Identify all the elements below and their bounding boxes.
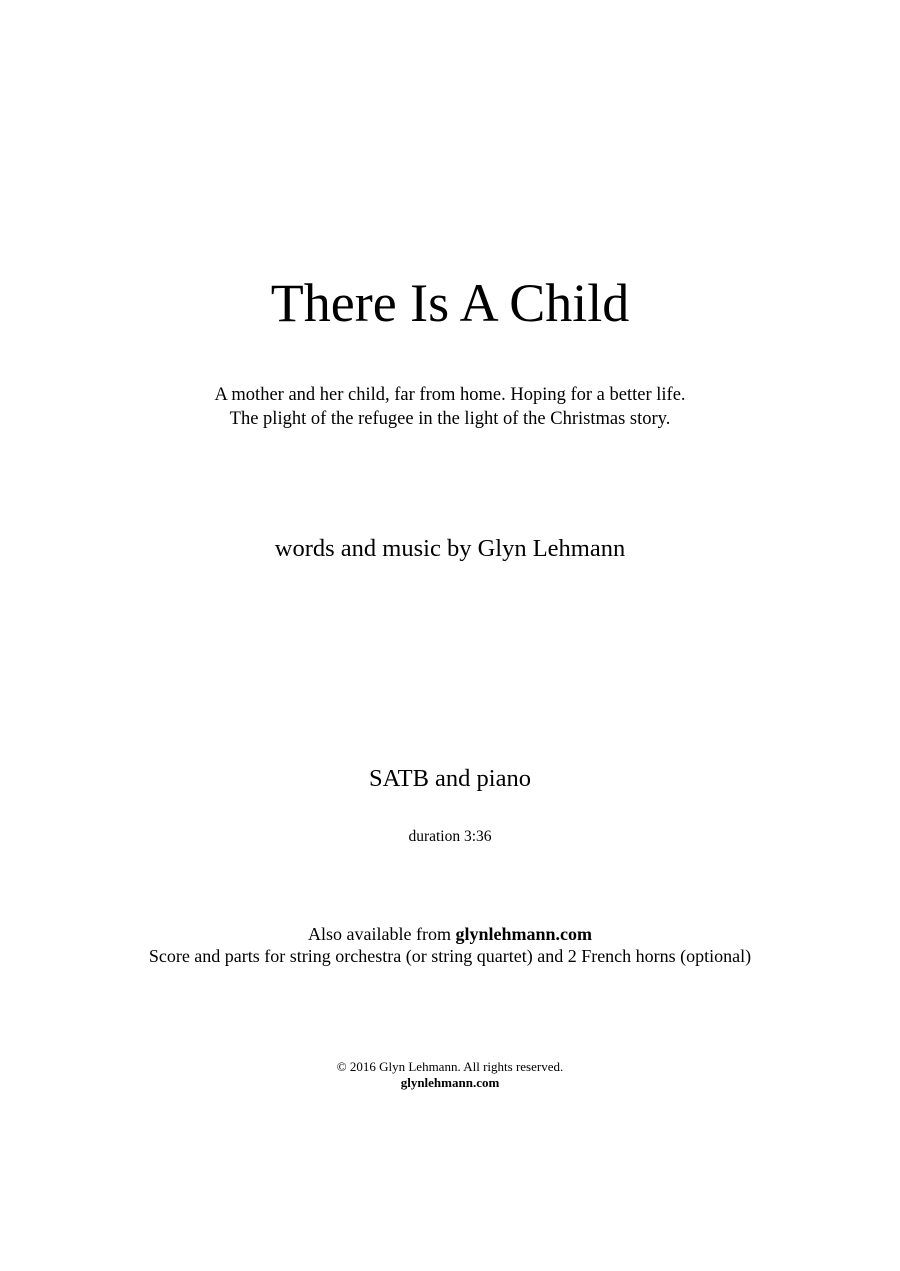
description-line-2: The plight of the refugee in the light of the Christmas story. (229, 409, 671, 429)
footer-site-link[interactable]: glynlehmann.com (400, 1075, 500, 1090)
availability-parts: Score and parts for string orchestra (or string quartet) and 2 French horns (optional) (148, 946, 752, 966)
copyright-notice: © 2016 Glyn Lehmann. All rights reserved. (336, 1059, 564, 1074)
description-line-1: A mother and her child, far from home. Hoping for a better life. (214, 385, 686, 405)
composer-credit: words and music by Glyn Lehmann (274, 535, 626, 562)
availability-prefix: Also available from (308, 924, 451, 944)
availability-line (0, 925, 900, 947)
page-title: There Is A Child (270, 273, 630, 333)
availability-site-link[interactable]: glynlehmann.com (455, 924, 592, 944)
scoring: SATB and piano (369, 765, 531, 792)
duration: duration 3:36 (408, 828, 492, 845)
